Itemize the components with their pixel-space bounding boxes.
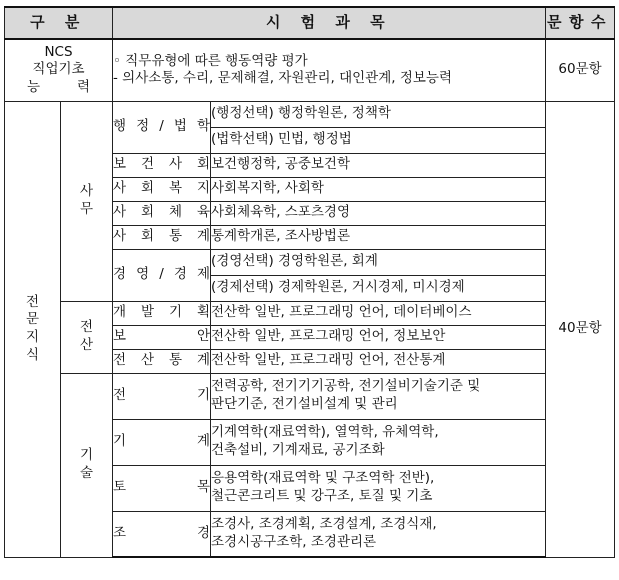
ncs-question-count: 60문항 bbox=[546, 39, 615, 101]
table-row bbox=[5, 301, 615, 325]
table-row bbox=[5, 101, 615, 127]
field-name: 토 목 bbox=[113, 465, 211, 511]
field-subjects-line: 전력공학, 전기기기공학, 전기설비기술기준 및 bbox=[211, 378, 481, 395]
field-subjects bbox=[211, 511, 546, 557]
expert-label-char: 식 bbox=[25, 346, 40, 363]
ncs-description bbox=[113, 39, 546, 101]
ncs-label bbox=[5, 39, 113, 101]
field-name: 기 계 bbox=[113, 419, 211, 465]
field-subjects-line: 응용역학(재료역학 및 구조역학 전반), bbox=[211, 470, 435, 487]
field-name: 행 정 / 법 학 bbox=[113, 101, 211, 153]
field-subjects: 사회체육학, 스포츠경영 bbox=[211, 201, 546, 225]
header-category: 구 분 bbox=[5, 7, 113, 39]
exam-subjects-table bbox=[4, 6, 615, 558]
group-label-computing bbox=[61, 301, 113, 373]
field-subjects-line: 조경사, 조경계획, 조경설계, 조경식재, bbox=[211, 516, 437, 533]
field-subjects-line: 철근콘크리트 및 강구조, 토질 및 기초 bbox=[211, 488, 433, 504]
field-subjects: (법학선택) 민법, 행정법 bbox=[211, 127, 546, 153]
group-label-char: 산 bbox=[79, 337, 94, 353]
expert-label-char: 전 bbox=[25, 293, 40, 310]
expert-question-count: 40문항 bbox=[546, 101, 615, 557]
group-label-char: 사 bbox=[79, 183, 94, 200]
expert-label-char: 문 bbox=[25, 311, 40, 328]
field-name: 전 산 통 계 bbox=[113, 349, 211, 373]
expert-label-char: 지 bbox=[25, 329, 40, 345]
group-label-char: 무 bbox=[79, 201, 94, 217]
table-row bbox=[5, 373, 615, 419]
group-label-char: 전 bbox=[79, 319, 94, 336]
ncs-label-line: 능 력 bbox=[27, 79, 91, 96]
field-subjects bbox=[211, 465, 546, 511]
header-question-count: 문항수 bbox=[546, 7, 615, 39]
field-subjects-line: 건축설비, 기계재료, 공기조화 bbox=[211, 442, 385, 458]
ncs-label-line: NCS bbox=[44, 43, 73, 60]
field-subjects-line: 판단기준, 전기설비설계 및 관리 bbox=[211, 396, 398, 412]
group-label-char: 술 bbox=[79, 465, 94, 481]
ncs-description-line: - 의사소통, 수리, 문제해결, 자원관리, 대인관계, 정보능력 bbox=[113, 70, 452, 87]
header-subjects: 시 험 과 목 bbox=[113, 7, 546, 39]
ncs-row bbox=[5, 39, 615, 101]
field-subjects bbox=[211, 419, 546, 465]
field-name: 보 안 bbox=[113, 325, 211, 349]
field-name: 전 기 bbox=[113, 373, 211, 419]
field-name: 사 회 통 계 bbox=[113, 225, 211, 249]
field-name: 사 회 체 육 bbox=[113, 201, 211, 225]
field-subjects: (경제선택) 경제학원론, 거시경제, 미시경제 bbox=[211, 275, 546, 301]
group-label-technical bbox=[61, 373, 113, 557]
group-label-char: 기 bbox=[79, 447, 94, 464]
field-subjects: (행정선택) 행정학원론, 정책학 bbox=[211, 101, 546, 127]
expert-knowledge-label bbox=[5, 101, 61, 557]
field-subjects: 보건행정학, 공중보건학 bbox=[211, 153, 546, 177]
field-name: 사 회 복 지 bbox=[113, 177, 211, 201]
field-subjects: 전산학 일반, 프로그래밍 언어, 정보보안 bbox=[211, 325, 546, 349]
field-name: 보 건 사 회 bbox=[113, 153, 211, 177]
table-header-row bbox=[5, 7, 615, 39]
field-subjects: 전산학 일반, 프로그래밍 언어, 데이터베이스 bbox=[211, 301, 546, 325]
field-name: 경 영 / 경 제 bbox=[113, 249, 211, 301]
ncs-label-line: 직업기초 bbox=[32, 61, 85, 78]
ncs-description-line: ◦ 직무유형에 따른 행동역량 평가 bbox=[113, 52, 308, 69]
group-label-office bbox=[61, 101, 113, 301]
field-subjects: 통계학개론, 조사방법론 bbox=[211, 225, 546, 249]
field-subjects: 사회복지학, 사회학 bbox=[211, 177, 546, 201]
field-subjects: (경영선택) 경영학원론, 회계 bbox=[211, 249, 546, 275]
field-name: 조 경 bbox=[113, 511, 211, 557]
field-subjects bbox=[211, 373, 546, 419]
field-name: 개 발 기 획 bbox=[113, 301, 211, 325]
field-subjects: 전산학 일반, 프로그래밍 언어, 전산통계 bbox=[211, 349, 546, 373]
field-subjects-line: 기계역학(재료역학), 열역학, 유체역학, bbox=[211, 424, 439, 441]
field-subjects-line: 조경시공구조학, 조경관리론 bbox=[211, 533, 377, 550]
